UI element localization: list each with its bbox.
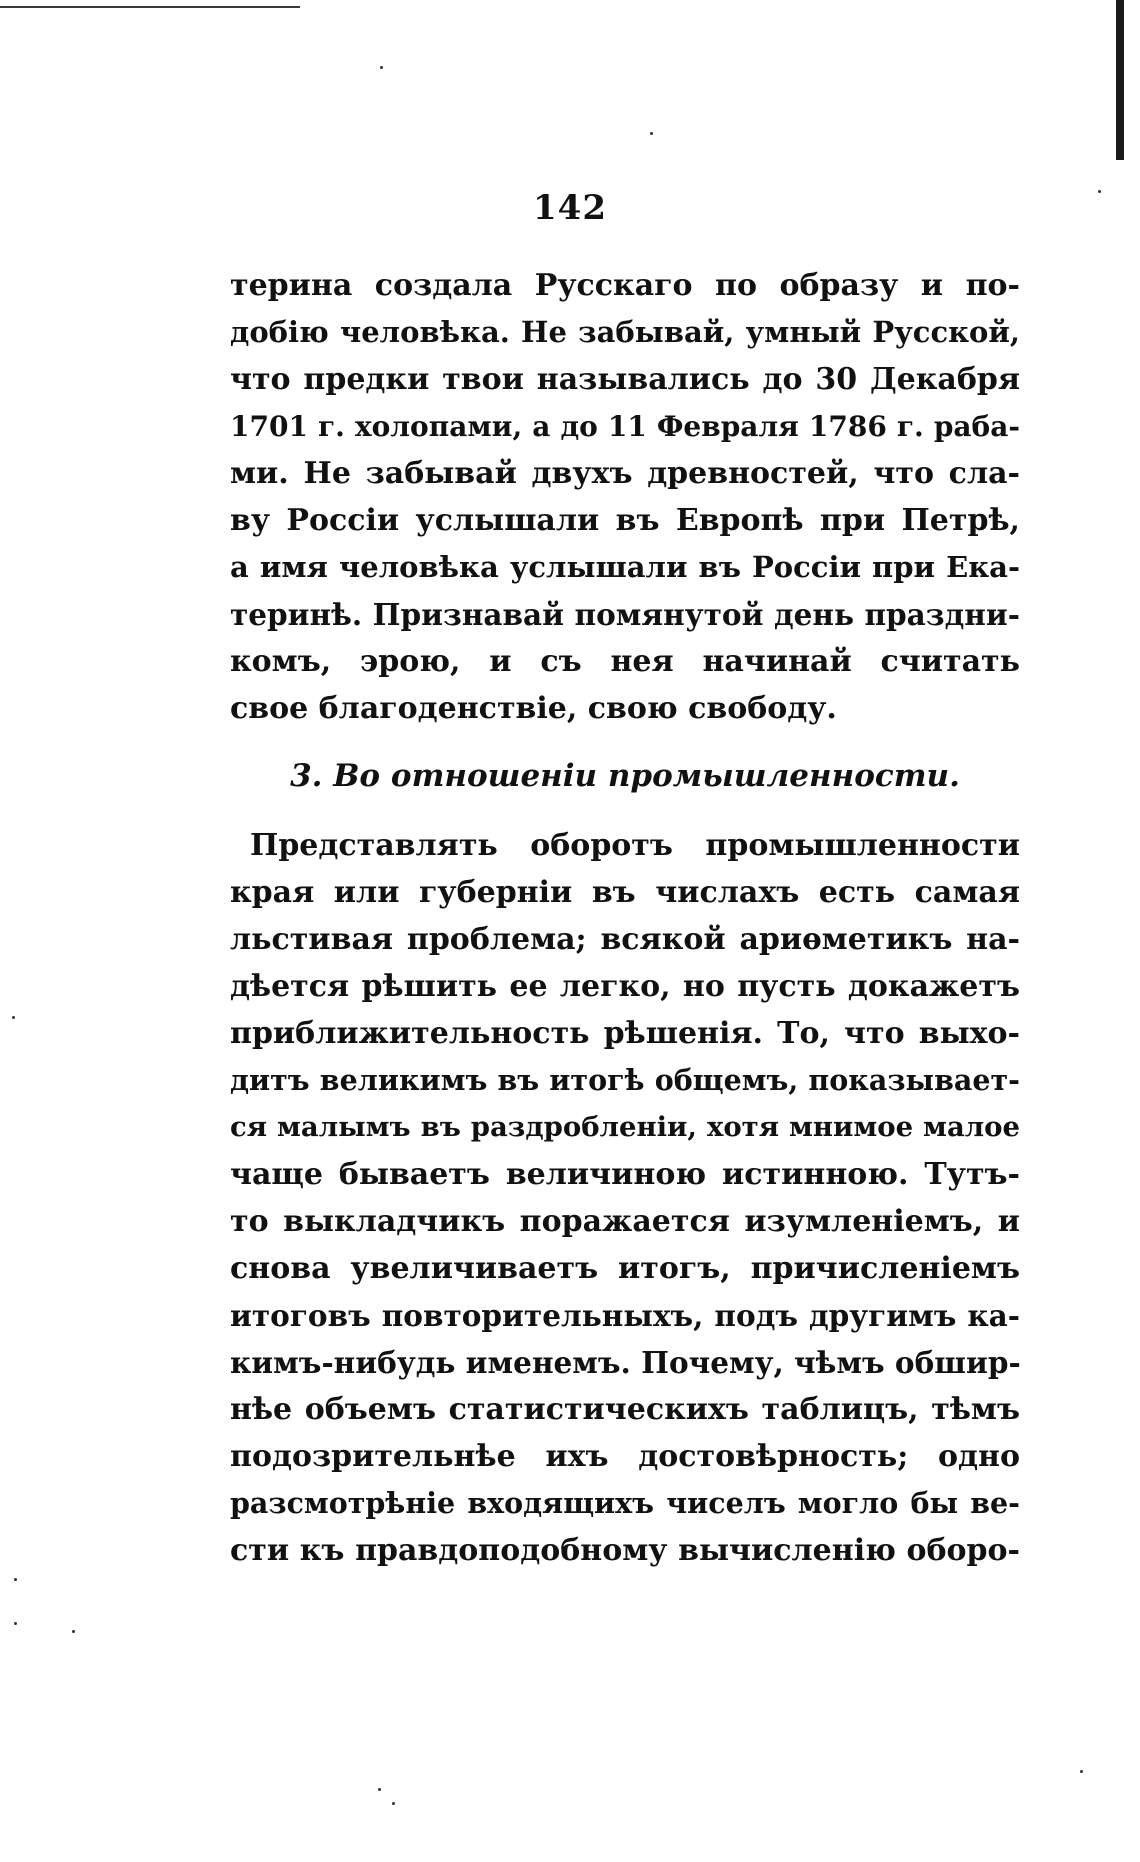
text-line: подозрительнѣе ихъ достовѣрность; одно bbox=[230, 1439, 1020, 1474]
text-line: свое благоденствіе, свою свободу. bbox=[230, 691, 837, 726]
scan-speck bbox=[392, 1802, 395, 1805]
page-number: 142 bbox=[533, 188, 607, 228]
text-line: а имя человѣка услышали въ Россіи при Ека- bbox=[230, 550, 1020, 584]
section-heading: 3. Во отношеніи промышленности. bbox=[290, 758, 960, 794]
text-line: ся малымъ въ раздробленіи, хотя мнимое малое bbox=[230, 1111, 1020, 1143]
scan-speck bbox=[1080, 1770, 1083, 1773]
text-line: дитъ великимъ въ итогѣ общемъ, показывает- bbox=[230, 1063, 1020, 1097]
text-line: что предки твои назывались до 30 Декабря bbox=[230, 362, 1020, 397]
text-line: 1701 г. холопами, а до 11 Февраля 1786 г. раба- bbox=[230, 410, 1020, 443]
scan-speck bbox=[650, 132, 653, 135]
text-line: то выкладчикъ поражается изумленіемъ, и bbox=[230, 1204, 1020, 1239]
text-line: снова увеличиваетъ итогъ, причисленіемъ bbox=[230, 1251, 1020, 1286]
text-line: нѣе объемъ статистическихъ таблицъ, тѣмъ bbox=[230, 1392, 1020, 1427]
scan-speck bbox=[14, 1622, 17, 1625]
text-line: кимъ-нибудь именемъ. Почему, чѣмъ обшир- bbox=[230, 1345, 1021, 1380]
text-line: льстивая проблема; всякой ариѳметикъ на- bbox=[230, 922, 1020, 957]
text-line: дѣется рѣшить ее легко, но пусть докажетъ bbox=[230, 969, 1020, 1004]
text-line: чаще бываетъ величиною истинною. Тутъ- bbox=[230, 1157, 1020, 1192]
text-line: комъ, эрою, и съ нея начинай считать bbox=[230, 644, 1020, 679]
scan-speck bbox=[72, 1630, 75, 1633]
scan-edge-line bbox=[0, 6, 300, 8]
text-line: ми. Не забывай двухъ древностей, что сла- bbox=[230, 456, 1020, 491]
scan-speck bbox=[380, 66, 383, 69]
text-line: терина создала Русскаго по образу и по- bbox=[230, 268, 1020, 303]
paragraph-industry bbox=[230, 822, 1020, 1574]
scan-edge-bar bbox=[1116, 0, 1124, 160]
text-line: приближительность рѣшенія. То, что выхо- bbox=[230, 1016, 1020, 1051]
text-line: добію человѣка. Не забывай, умный Русской, bbox=[230, 315, 1020, 349]
text-line: Представлять оборотъ промышленности bbox=[250, 828, 1020, 863]
text-line: теринѣ. Признавай помянутой день праздни- bbox=[230, 597, 1020, 632]
text-line: сти къ правдоподобному вычисленію оборо- bbox=[230, 1533, 1020, 1568]
paragraph-continued bbox=[230, 262, 1020, 732]
scan-speck bbox=[378, 1788, 381, 1791]
scan-speck bbox=[12, 1016, 15, 1019]
text-line: края или губерніи въ числахъ есть самая bbox=[230, 875, 1020, 910]
text-line: ву Россіи услышали въ Европѣ при Петрѣ, bbox=[230, 503, 1020, 538]
text-line: разсмотрѣніе входящихъ чиселъ могло бы ве- bbox=[230, 1486, 1020, 1520]
text-line: итоговъ повторительныхъ, подъ другимъ ка- bbox=[230, 1298, 1020, 1333]
scan-speck bbox=[14, 1578, 17, 1581]
